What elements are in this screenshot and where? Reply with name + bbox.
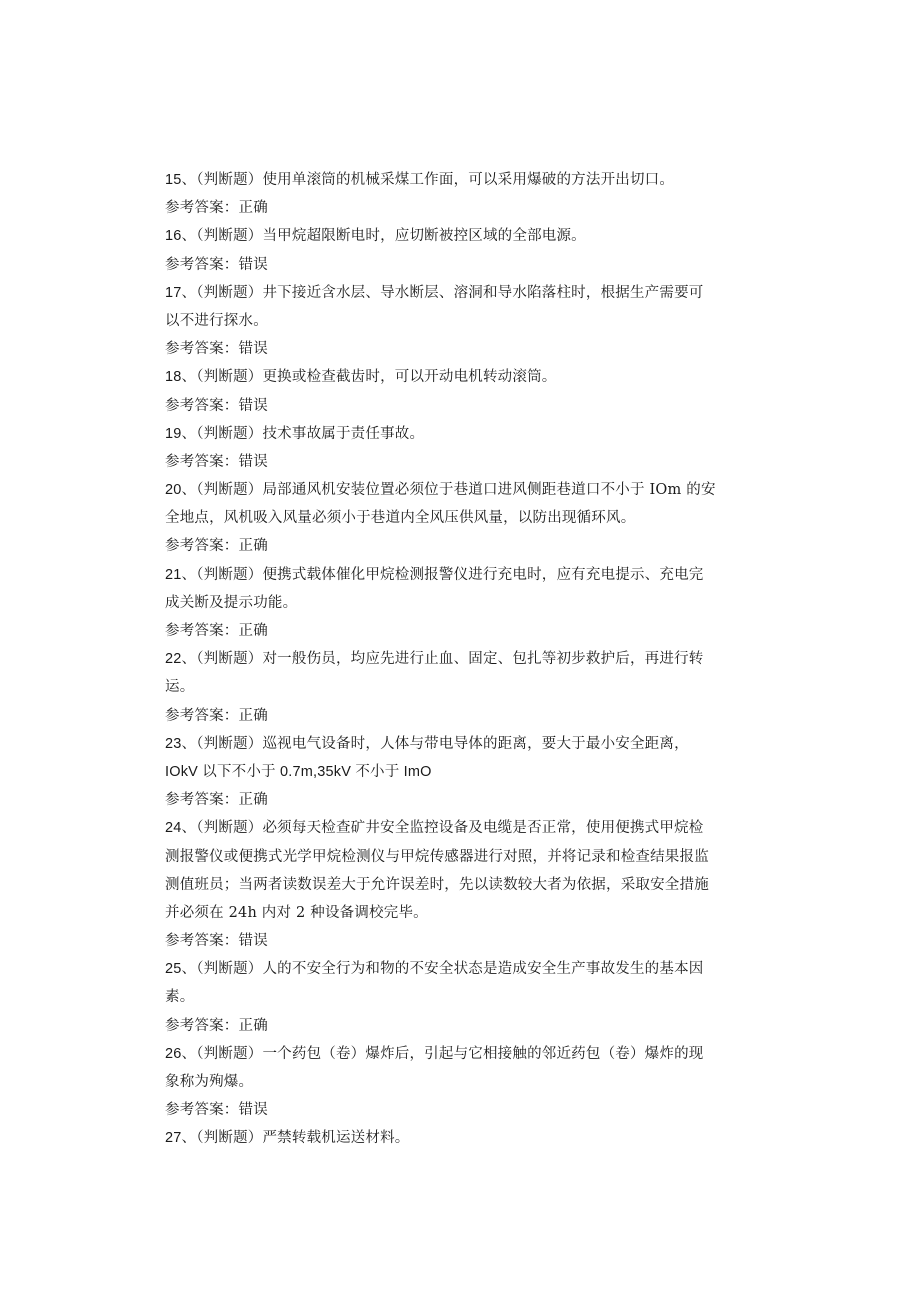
question-21	[165, 561, 755, 589]
answer-22	[165, 702, 755, 730]
question-text: 、（判断题）巡视电气设备时，人体与带电导体的距离，要大于最小安全距离，	[181, 735, 689, 752]
question-17	[165, 279, 755, 307]
question-text-continued: 成关断及提示功能。	[165, 594, 298, 611]
document-page	[165, 166, 755, 1153]
question-number: 22	[165, 651, 182, 668]
question-27	[165, 1124, 755, 1152]
answer-23	[165, 786, 755, 814]
question-text-continued: 测报警仪或便携式光学甲烷检测仪与甲烷传感器进行对照，并将记录和检查结果报监	[165, 848, 709, 865]
question-number: 18	[165, 369, 182, 386]
question-number: 24	[165, 820, 182, 837]
answer-value: 正确	[238, 623, 268, 639]
answer-label: 参考答案：	[165, 623, 239, 639]
question-24-cont2	[165, 871, 755, 899]
question-text-continued: IOkV 以下不小于 0.7m,35kV 不小于 ImO	[165, 763, 432, 780]
question-24-cont	[165, 843, 755, 871]
question-number: 15	[165, 172, 182, 188]
question-21-cont	[165, 589, 755, 617]
question-24	[165, 814, 755, 842]
question-20	[165, 476, 755, 504]
answer-value: 正确	[238, 707, 268, 724]
question-26-cont	[165, 1068, 755, 1096]
answer-15	[165, 194, 755, 222]
answer-value: 正确	[238, 200, 268, 217]
question-16	[165, 222, 755, 250]
question-text: 、（判断题）技术事故属于责任事故。	[181, 425, 425, 442]
answer-value: 错误	[238, 453, 268, 470]
answer-label: 参考答案：	[165, 453, 239, 470]
answer-label: 参考答案：	[165, 933, 239, 950]
answer-20	[165, 532, 755, 560]
question-text: 、（判断题）严禁转载机运送材料。	[181, 1130, 410, 1147]
answer-label: 参考答案：	[165, 1017, 239, 1034]
question-number: 21	[165, 566, 182, 583]
answer-label: 参考答案：	[165, 341, 239, 358]
answer-label: 参考答案：	[165, 1102, 239, 1119]
answer-value: 正确	[238, 1017, 268, 1034]
question-text: 、（判断题）对一般伤员，均应先进行止血、固定、包扎等初步救护后，再进行转	[181, 651, 704, 668]
question-text-continued: 并必须在 24h 内对 2 种设备调校完毕。	[165, 904, 428, 921]
question-22-cont	[165, 673, 755, 701]
question-number: 25	[165, 961, 182, 978]
question-22	[165, 645, 755, 673]
question-20-cont	[165, 504, 755, 532]
answer-16	[165, 251, 755, 279]
question-15	[165, 166, 755, 194]
question-25-cont	[165, 983, 755, 1011]
question-text-continued: 象称为殉爆。	[165, 1074, 254, 1090]
answer-value: 正确	[238, 538, 268, 555]
question-text: 、（判断题）人的不安全行为和物的不安全状态是造成安全生产事故发生的基本因	[181, 961, 704, 978]
answer-value: 错误	[238, 256, 268, 273]
answer-label: 参考答案：	[165, 707, 239, 724]
question-number: 20	[165, 482, 182, 499]
answer-21	[165, 617, 755, 645]
answer-24	[165, 927, 755, 955]
question-text: 、（判断题）一个药包（卷）爆炸后，引起与它相接触的邻近药包（卷）爆炸的现	[181, 1045, 704, 1062]
question-text: 、（判断题）当甲烷超限断电时，应切断被控区域的全部电源。	[181, 228, 586, 245]
question-25	[165, 955, 755, 983]
answer-18	[165, 392, 755, 420]
answer-value: 错误	[238, 341, 268, 358]
question-18	[165, 363, 755, 391]
question-text: 、（判断题）局部通风机安装位置必须位于巷道口进风侧距巷道口不小于 IOm 的安	[181, 482, 716, 499]
question-23	[165, 730, 755, 758]
answer-label: 参考答案：	[165, 792, 239, 809]
question-text: 、（判断题）必须每天检查矿井安全监控设备及电缆是否正常，使用便携式甲烷检	[181, 820, 704, 837]
answer-26	[165, 1096, 755, 1124]
question-24-cont3	[165, 899, 755, 927]
answer-19	[165, 448, 755, 476]
question-text-continued: 全地点，风机吸入风量必须小于巷道内全风压供风量，以防出现循环风。	[165, 510, 636, 527]
question-text: 、（判断题）井下接近含水层、导水断层、溶洞和导水陷落柱时，根据生产需要可	[181, 284, 704, 301]
answer-label: 参考答案：	[165, 200, 239, 217]
question-text-continued: 素。	[165, 989, 195, 1006]
answer-label: 参考答案：	[165, 538, 239, 555]
question-23-cont	[165, 758, 755, 786]
answer-value: 错误	[238, 1102, 268, 1119]
answer-label: 参考答案：	[165, 256, 239, 273]
question-number: 19	[165, 425, 182, 442]
answer-label: 参考答案：	[165, 397, 239, 414]
question-19	[165, 420, 755, 448]
answer-17	[165, 335, 755, 363]
question-text-continued: 以不进行探水。	[165, 312, 268, 329]
question-17-cont	[165, 307, 755, 335]
question-text: 、（判断题）使用单滚筒的机械采煤工作面，可以采用爆破的方法开出切口。	[181, 172, 675, 188]
question-number: 23	[165, 735, 182, 752]
answer-25	[165, 1012, 755, 1040]
question-26	[165, 1040, 755, 1068]
answer-value: 错误	[238, 933, 268, 950]
question-text-continued: 测值班员；当两者读数误差大于允许误差时，先以读数较大者为依据，采取安全措施	[165, 876, 709, 893]
answer-value: 错误	[238, 397, 268, 414]
question-text: 、（判断题）更换或检查截齿时，可以开动电机转动滚筒。	[181, 369, 557, 386]
question-number: 27	[165, 1130, 182, 1147]
question-number: 26	[165, 1045, 182, 1062]
question-number: 16	[165, 228, 182, 245]
question-number: 17	[165, 284, 182, 301]
question-text-continued: 运。	[165, 679, 195, 696]
answer-value: 正确	[238, 792, 268, 809]
question-text: 、（判断题）便携式载体催化甲烷检测报警仪进行充电时，应有充电提示、充电完	[181, 566, 704, 583]
